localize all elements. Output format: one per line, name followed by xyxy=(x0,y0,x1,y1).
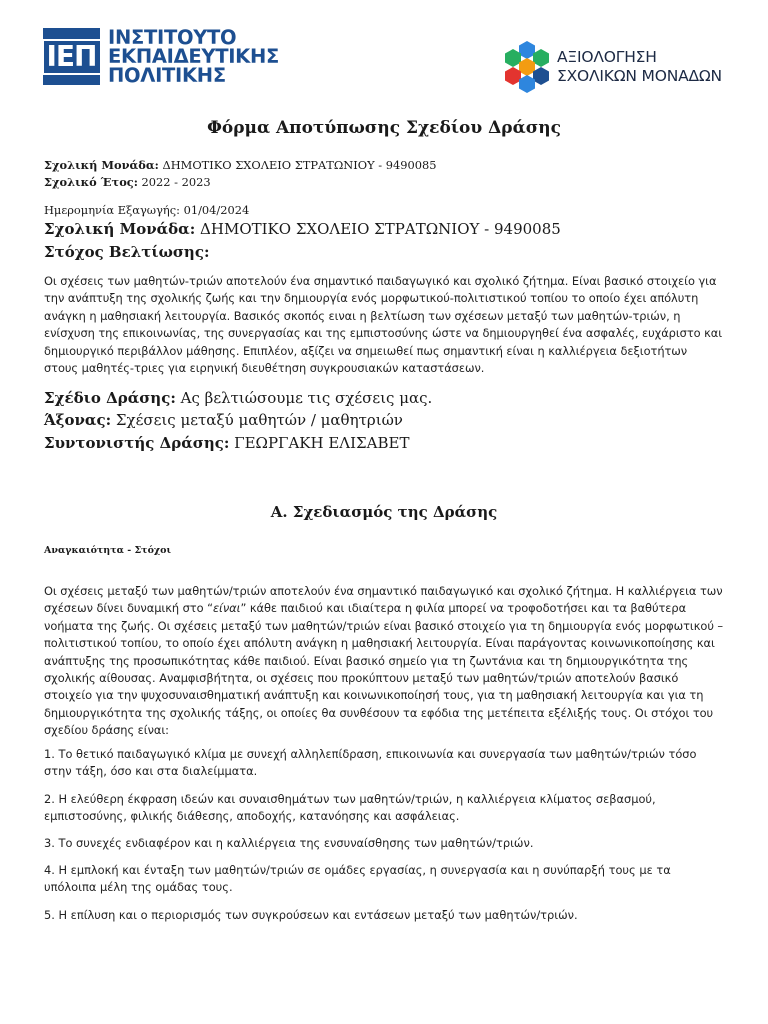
meta-school-label: Σχολική Μονάδα: xyxy=(44,158,159,172)
meta-year-label: Σχολικό Έτος: xyxy=(44,175,138,189)
goal-list-item: 5. Η επίλυση και ο περιορισμός των συγκρούσεων και εντάσεων μεταξύ των μαθητών/τριών. xyxy=(44,908,578,922)
iep-logo-line: ΙΝΣΤΙΤΟΥΤΟ xyxy=(108,26,237,49)
iep-logo-line: ΕΚΠΑΙΔΕΥΤΙΚΗΣ xyxy=(108,45,280,68)
intro-text-end: ” κάθε παιδιού και ιδιαίτερα η φιλία μπορεί να τροφοδοτήσει και τα βαθύτερα νοήματα της ζωής. Οι σχέσεις μεταξύ των μαθητών/τριών είναι βασικό στοιχείο για τη δημιουργία ενός μορφωτικού – πολιτιστικού τοπίου, το οποίο έχει απόλυτη ανάγκη η μαθησιακή λειτουργία. Είναι παράγοντας κοινωνικοποίησης και ανάπτυξης της προσωπικότητας κάθε παιδιού. Είναι βασικό σημείο για τη ζωντάνια και τη δημιουργικότητα της σχολικής αίθουσας. Αναμφισβήτητα, οι σχέσεις που προκύπτουν μεταξύ των μαθητών/τριών αποτελούν βασικό στοιχείο για την ψυχοσυναισθηματική ανάπτυξη και κοινωνικοποίησή τους, για τη μαθησιακή λειτουργία και για τη δημιουργικότητα της σχολικής τάξης, οι οποίες θα συνθέσουν τα εφόδια της μετέπειτα εξέλιξής τους. Οι στόχοι του σχεδίου δράσης είναι: xyxy=(44,601,724,738)
iep-logo-text xyxy=(108,28,279,85)
goal-list-item: 4. Η εμπλοκή και ένταξη των μαθητών/τριών σε ομάδες εργασίας, η συνεργασία και η συνύπαρξή τους με τα υπόλοιπα μέλη της ομάδας τους. xyxy=(44,863,671,895)
aksiologisi-logo-line: ΣΧΟΛΙΚΩΝ ΜΟΝΑΔΩΝ xyxy=(557,67,722,85)
goal-list-item: 3. Το συνεχές ενδιαφέρον και η καλλιέργεια της ενσυναίσθησης των μαθητών/τριών. xyxy=(44,836,534,850)
intro-text-start: Οι σχέσεις μεταξύ των μαθητών/τριών αποτελούν ένα σημαντικό παιδαγωγικό και σχολικό ζήτημα. Η καλλιέργεια των σχέσεων δίνει δυναμική στο “ xyxy=(44,584,723,616)
document-title: Φόρμα Αποτύπωσης Σχεδίου Δράσης xyxy=(207,118,561,138)
section-a-title: Α. Σχεδιασμός της Δράσης xyxy=(270,503,498,521)
goal-paragraph: Οι σχέσεις των μαθητών-τριών αποτελούν ένα σημαντικό παιδαγωγικό και σχολικό ζήτημα. Είναι βασικό στοιχείο για την ανάπτυξη της σχολικής ζωής και την δημιουργία ενός μορφωτικού-πολιτιστικού τοπίου το οποίο έχει απόλυτη ανάγκη η μαθησιακή λειτουργία. Βασικός σκοπός ειναι η βελτίωση των σχέσεων μεταξύ των μαθητών-τριών, η ενίσχυση της επικοινωνίας, της συνεργασίας και της εμπιστοσύνης ώστε να δημιουργηθεί ένα ασφαλές, ευχάριστο και δημιουργικό περιβάλλον μάθησης. Επιπλέον, αξίζει να σημειωθεί πως σημαντική είναι η καλλιέργεια δεξιοτήτων στους μαθητές-τριες για ειρηνική διευθέτηση συγκρουσιακών καταστάσεων. xyxy=(44,274,723,376)
meta-school xyxy=(44,157,436,174)
goal-heading xyxy=(44,242,210,262)
iep-logo xyxy=(43,28,279,85)
school-heading-label: Σχολική Μονάδα: xyxy=(44,220,196,238)
coordinator-value: ΓΕΩΡΓΑΚΗ ΕΛΙΣΑΒΕΤ xyxy=(229,434,410,452)
axis-value: Σχέσεις μεταξύ μαθητών / μαθητριών xyxy=(111,411,403,429)
plan-line xyxy=(44,388,432,408)
goal-list-item: 2. Η ελεύθερη έκφραση ιδεών και συναισθημάτων των μαθητών/τριών, η καλλιέργεια κλίματος σεβασμού, εμπιστοσύνης, φιλικής διάθεσης, αποδοχής, κατανόησης και ασφάλειας. xyxy=(44,792,656,824)
section-a-intro xyxy=(44,583,724,740)
coordinator-line xyxy=(44,433,409,453)
aksiologisi-logo-line: ΑΞΙΟΛΟΓΗΣΗ xyxy=(557,48,657,66)
school-heading xyxy=(44,219,561,239)
meta-export-date: Ημερομηνία Εξαγωγής: 01/04/2024 xyxy=(44,203,250,217)
iep-logo-mark-text: ΙΕΠ xyxy=(42,39,102,75)
school-heading-value: ΔΗΜΟΤΙΚΟ ΣΧΟΛΕΙΟ ΣΤΡΑΤΩΝΙΟΥ - 9490085 xyxy=(195,220,561,238)
aksiologisi-logo-text xyxy=(557,48,722,86)
aksiologisi-logo xyxy=(503,40,722,94)
iep-logo-line: ΠΟΛΙΤΙΚΗΣ xyxy=(108,64,226,87)
plan-label: Σχέδιο Δράσης: xyxy=(44,389,176,407)
intro-italic-word: είναι xyxy=(212,601,241,616)
iep-logo-mark xyxy=(43,28,100,85)
goal-heading-label: Στόχος Βελτίωσης: xyxy=(44,243,210,261)
plan-value: Ας βελτιώσουμε τις σχέσεις μας. xyxy=(175,389,433,407)
meta-year-value: 2022 - 2023 xyxy=(137,175,211,189)
coordinator-label: Συντονιστής Δράσης: xyxy=(44,434,230,452)
axis-label: Άξονας: xyxy=(44,411,112,429)
meta-year xyxy=(44,174,211,191)
goal-list-item: 1. Το θετικό παιδαγωγικό κλίμα με συνεχή αλληλεπίδραση, επικοινωνία και συνεργασία των μαθητών/τριών τόσο στην τάξη, όσο και στα διαλείμματα. xyxy=(44,747,697,779)
hexagon-cluster-icon xyxy=(503,40,551,94)
axis-line xyxy=(44,410,403,430)
section-a-subheading: Αναγκαιότητα - Στόχοι xyxy=(44,545,172,556)
meta-school-value: ΔΗΜΟΤΙΚΟ ΣΧΟΛΕΙΟ ΣΤΡΑΤΩΝΙΟΥ - 9490085 xyxy=(158,158,437,172)
